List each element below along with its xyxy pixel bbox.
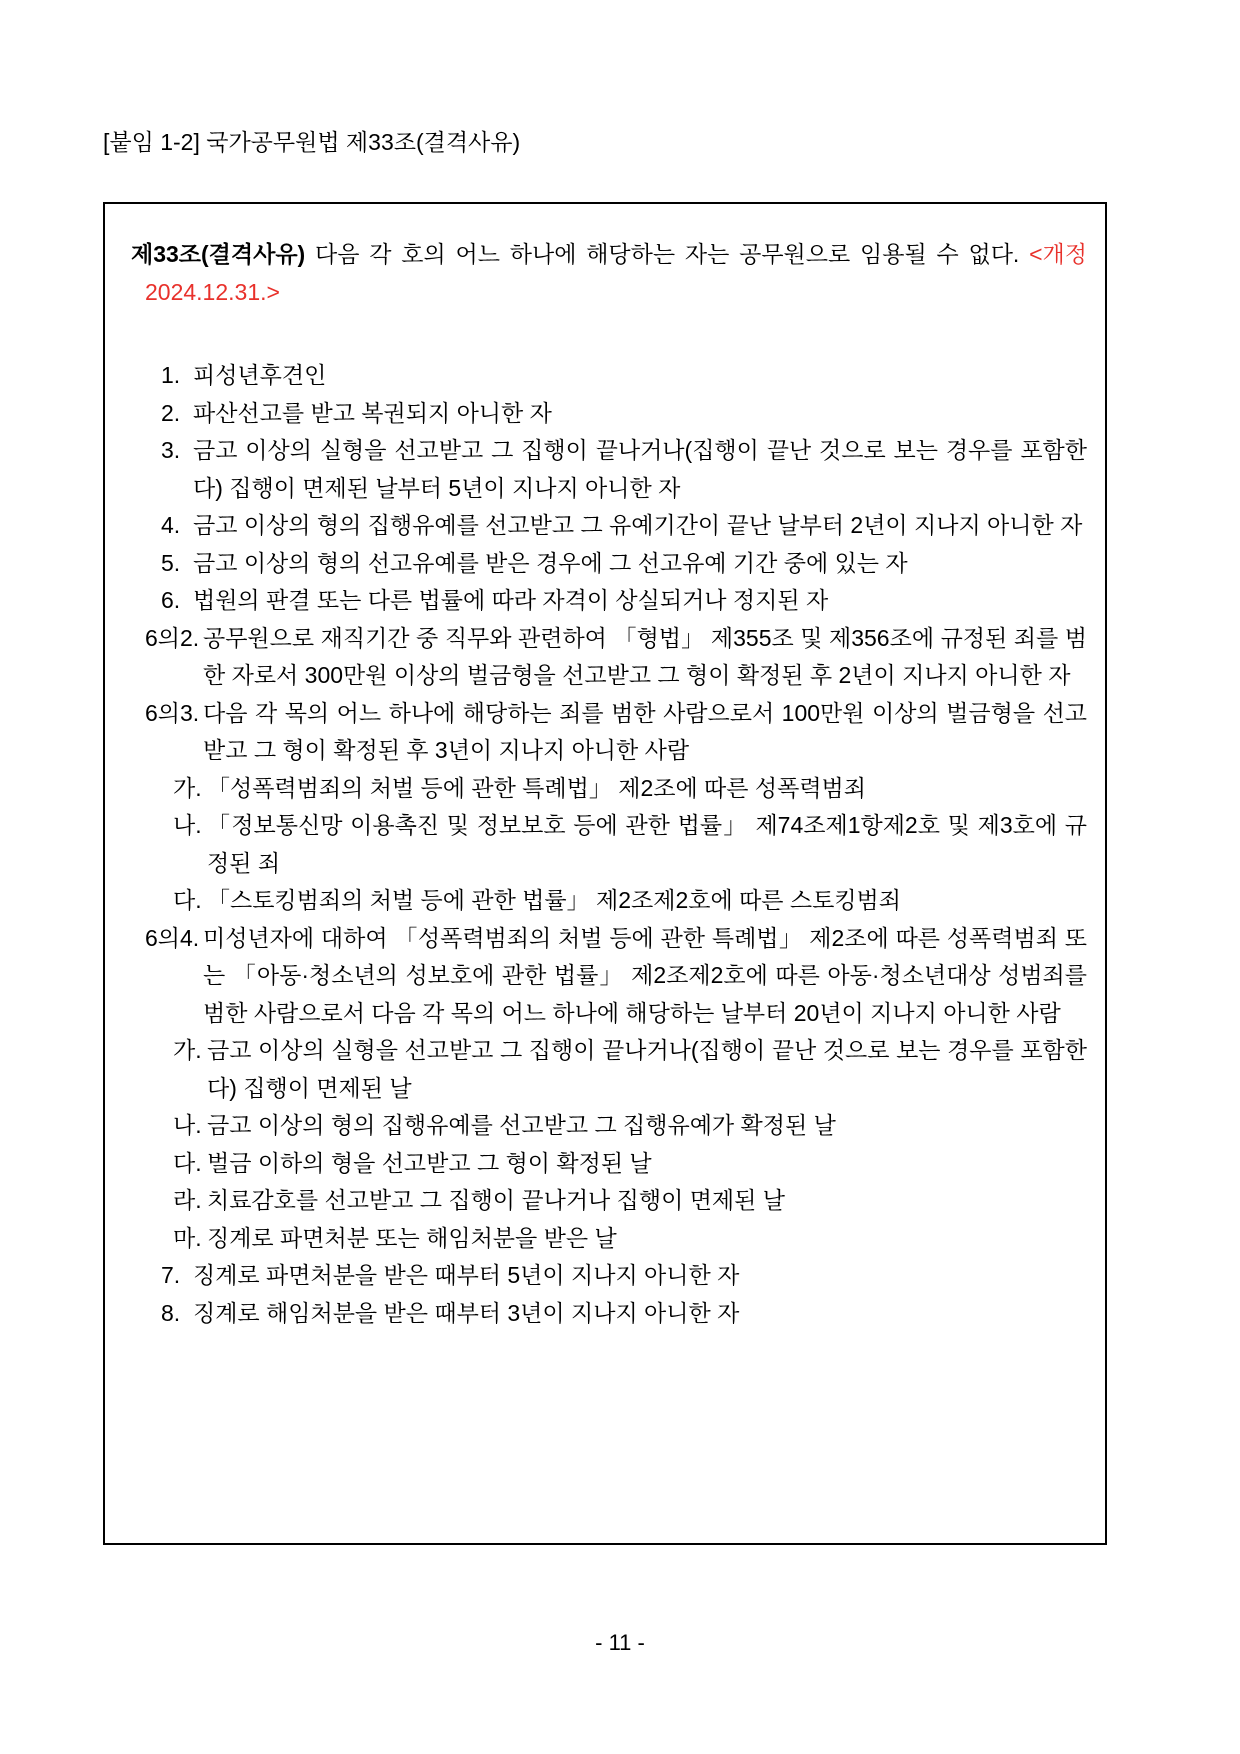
item-text: 금고 이상의 형의 집행유예를 선고받고 그 집행유예가 확정된 날 bbox=[207, 1112, 836, 1138]
statute-item bbox=[131, 695, 1087, 770]
item-number: 다. bbox=[173, 1149, 202, 1176]
statute-item bbox=[131, 1145, 1087, 1183]
item-number: 8. bbox=[161, 1299, 181, 1326]
item-text: 징계로 파면처분을 받은 때부터 5년이 지나지 아니한 자 bbox=[193, 1262, 740, 1288]
statute-item bbox=[131, 582, 1087, 620]
statute-item bbox=[131, 1107, 1087, 1145]
item-text: 법원의 판결 또는 다른 법률에 따라 자격이 상실되거나 정지된 자 bbox=[193, 587, 829, 613]
statute-item bbox=[131, 1220, 1087, 1258]
item-text: 금고 이상의 형의 집행유예를 선고받고 그 유예기간이 끝난 날부터 2년이 지나지 아니한 자 bbox=[193, 512, 1083, 538]
statute-item bbox=[131, 620, 1087, 695]
statute-item bbox=[131, 770, 1087, 808]
item-text: 금고 이상의 실형을 선고받고 그 집행이 끝나거나(집행이 끝난 것으로 보는 경우를 포함한다) 집행이 면제된 날 bbox=[207, 1037, 1087, 1101]
item-text: 피성년후견인 bbox=[193, 362, 327, 388]
item-number: 3. bbox=[161, 437, 181, 463]
attachment-title: [붙임 1-2] 국가공무원법 제33조(결격사유) bbox=[103, 129, 521, 155]
item-text: 파산선고를 받고 복권되지 아니한 자 bbox=[193, 399, 552, 426]
item-number: 다. bbox=[173, 887, 202, 913]
article-intro: 다음 각 호의 어느 하나에 해당하는 자는 공무원으로 임용될 수 없다. bbox=[305, 241, 1030, 267]
item-text: 징계로 해임처분을 받은 때부터 3년이 지나지 아니한 자 bbox=[193, 1299, 740, 1326]
statute-item bbox=[131, 882, 1087, 920]
statute-item bbox=[131, 807, 1087, 882]
items-list bbox=[131, 357, 1087, 1332]
item-number: 라. bbox=[173, 1187, 202, 1213]
item-text: 징계로 파면처분 또는 해임처분을 받은 날 bbox=[207, 1224, 617, 1251]
statute-item bbox=[131, 507, 1087, 545]
item-text: 「정보통신망 이용촉진 및 정보보호 등에 관한 법률」 제74조제1항제2호 및 제3호에 규정된 죄 bbox=[207, 812, 1087, 876]
revision-note: <개정 2024.12.31.> bbox=[145, 241, 1087, 305]
item-text: 공무원으로 재직기간 중 직무와 관련하여 「형법」 제355조 및 제356조에 규정된 죄를 범한 자로서 300만원 이상의 벌금형을 선고받고 그 형이 확정된 후 2년이 지나지 아니한 자 bbox=[203, 624, 1087, 688]
item-number: 가. bbox=[173, 774, 202, 801]
item-text: 벌금 이하의 형을 선고받고 그 형이 확정된 날 bbox=[207, 1149, 652, 1176]
item-number: 6. bbox=[161, 587, 181, 613]
statute-item bbox=[131, 357, 1087, 395]
item-number: 6의4. bbox=[145, 924, 200, 951]
item-text: 「성폭력범죄의 처벌 등에 관한 특례법」 제2조에 따른 성폭력범죄 bbox=[207, 774, 866, 801]
item-text: 다음 각 목의 어느 하나에 해당하는 죄를 범한 사람으로서 100만원 이상의 벌금형을 선고받고 그 형이 확정된 후 3년이 지나지 아니한 사람 bbox=[203, 699, 1087, 763]
item-number: 5. bbox=[161, 549, 181, 576]
page-number: - 11 - bbox=[595, 1630, 645, 1655]
article-box bbox=[103, 202, 1107, 1545]
item-text: 금고 이상의 형의 선고유예를 받은 경우에 그 선고유예 기간 중에 있는 자 bbox=[193, 549, 908, 576]
item-number: 나. bbox=[173, 812, 202, 838]
item-number: 6의2. bbox=[145, 624, 200, 651]
statute-item bbox=[131, 920, 1087, 1033]
item-text: 금고 이상의 실형을 선고받고 그 집행이 끝나거나(집행이 끝난 것으로 보는 경우를 포함한다) 집행이 면제된 날부터 5년이 지나지 아니한 자 bbox=[193, 437, 1087, 501]
item-text: 「스토킹범죄의 처벌 등에 관한 법률」 제2조제2호에 따른 스토킹범죄 bbox=[207, 887, 901, 913]
statute-item bbox=[131, 1257, 1087, 1295]
item-number: 7. bbox=[161, 1262, 181, 1288]
item-number: 1. bbox=[161, 362, 181, 388]
statute-item bbox=[131, 545, 1087, 583]
item-number: 4. bbox=[161, 512, 181, 538]
item-number: 2. bbox=[161, 399, 181, 426]
article-heading bbox=[131, 236, 1087, 311]
item-number: 나. bbox=[173, 1112, 202, 1138]
article-title: 제33조(결격사유) bbox=[131, 241, 306, 267]
statute-item bbox=[131, 395, 1087, 433]
item-number: 6의3. bbox=[145, 699, 200, 726]
statute-item bbox=[131, 432, 1087, 507]
statute-item bbox=[131, 1295, 1087, 1333]
item-text: 미성년자에 대하여 「성폭력범죄의 처벌 등에 관한 특례법」 제2조에 따른 성폭력범죄 또는 「아동·청소년의 성보호에 관한 법률」 제2조제2호에 따른 아동·청소년대상 성범죄를 범한 사람으로서 다음 각 목의 어느 하나에 해당하는 날부터 20년이 지나지 아니한 사람 bbox=[203, 924, 1087, 1026]
item-number: 마. bbox=[173, 1224, 202, 1251]
statute-item bbox=[131, 1032, 1087, 1107]
item-number: 가. bbox=[173, 1037, 202, 1063]
statute-item bbox=[131, 1182, 1087, 1220]
item-text: 치료감호를 선고받고 그 집행이 끝나거나 집행이 면제된 날 bbox=[207, 1187, 785, 1213]
